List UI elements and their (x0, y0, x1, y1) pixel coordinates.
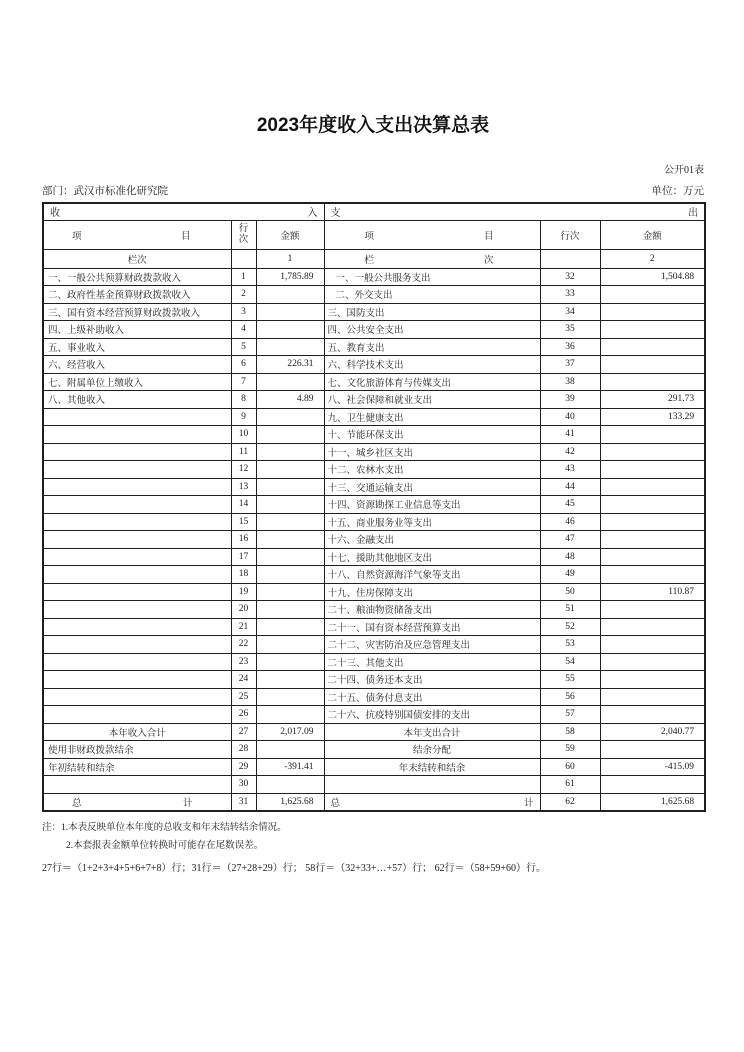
expense-summary-label-cell (324, 776, 540, 794)
expense-line-no-cell: 38 (540, 373, 600, 391)
table-row (43, 408, 705, 426)
expense-item-cell: 十二、农林水支出 (324, 461, 540, 479)
expense-item-cell: 十五、商业服务业等支出 (324, 513, 540, 531)
table-row (43, 356, 705, 374)
table-row (43, 268, 705, 286)
income-line-no-cell: 4 (231, 321, 256, 339)
page-title: 2023年度收入支出决算总表 (256, 115, 490, 136)
income-amount-cell (256, 321, 324, 339)
income-amount-cell (256, 286, 324, 304)
expense-amount-cell (600, 303, 705, 321)
income-summary-label-cell: 使用非财政拨款结余 (43, 741, 231, 759)
table-row (43, 321, 705, 339)
summary-row (43, 758, 705, 776)
income-amount-cell (256, 338, 324, 356)
income-amount-cell (256, 461, 324, 479)
income-line-no-cell: 19 (231, 583, 256, 601)
expense-amount-cell: 1,504.88 (600, 268, 705, 286)
income-item-cell (43, 671, 231, 689)
expense-line-no-cell: 35 (540, 321, 600, 339)
expense-column-index-blank (540, 249, 600, 268)
expense-amount-cell: 2,040.77 (600, 723, 705, 741)
income-item-cell: 四、上级补助收入 (43, 321, 231, 339)
income-line-no-column-header: 行次 (231, 220, 256, 249)
income-item-cell (43, 478, 231, 496)
expense-item-cell: 六、科学技术支出 (324, 356, 540, 374)
income-amount-cell (256, 671, 324, 689)
expense-line-no-cell: 60 (540, 758, 600, 776)
column-index-row (43, 249, 705, 268)
income-amount-cell (256, 303, 324, 321)
expense-column-index: 2 (600, 249, 705, 268)
income-line-no-cell: 8 (231, 391, 256, 409)
expense-item-cell: 三、国防支出 (324, 303, 540, 321)
table-row (43, 566, 705, 584)
expense-item-cell: 二十二、灾害防治及应急管理支出 (324, 636, 540, 654)
income-line-no-cell: 7 (231, 373, 256, 391)
expense-item-column-header: 项 目 (324, 220, 540, 249)
income-column-index: 1 (256, 249, 324, 268)
table-row (43, 426, 705, 444)
table-row (43, 373, 705, 391)
income-column-index-blank (231, 249, 256, 268)
income-amount-cell (256, 653, 324, 671)
income-item-cell (43, 496, 231, 514)
income-summary-label-cell (43, 776, 231, 794)
income-line-no-cell: 28 (231, 741, 256, 759)
section-header-row (43, 203, 705, 220)
expense-item-cell: 十八、自然资源海洋气象等支出 (324, 566, 540, 584)
expense-item-cell: 二十一、国有资本经营预算支出 (324, 618, 540, 636)
expense-line-no-cell: 62 (540, 793, 600, 811)
expense-item-cell: 十六、金融支出 (324, 531, 540, 549)
income-amount-cell (256, 583, 324, 601)
income-amount-cell (256, 478, 324, 496)
expense-item-cell: 八、社会保障和就业支出 (324, 391, 540, 409)
expense-line-no-cell: 36 (540, 338, 600, 356)
expense-amount-cell: 291.73 (600, 391, 705, 409)
notes-section (42, 819, 704, 879)
expense-line-no-cell: 43 (540, 461, 600, 479)
income-item-cell: 六、经营收入 (43, 356, 231, 374)
table-row (43, 303, 705, 321)
table-row (43, 531, 705, 549)
income-line-no-cell: 11 (231, 443, 256, 461)
expense-item-cell: 二十三、其他支出 (324, 653, 540, 671)
income-item-cell (43, 566, 231, 584)
income-line-no-cell: 30 (231, 776, 256, 794)
expense-amount-cell (600, 618, 705, 636)
income-item-cell (43, 408, 231, 426)
income-amount-cell (256, 443, 324, 461)
expense-line-no-cell: 54 (540, 653, 600, 671)
income-item-cell (43, 618, 231, 636)
expense-item-cell: 十四、资源勘探工业信息等支出 (324, 496, 540, 514)
expense-line-no-cell: 51 (540, 601, 600, 619)
expense-summary-label-cell: 结余分配 (324, 741, 540, 759)
expense-amount-cell (600, 601, 705, 619)
table-row (43, 338, 705, 356)
summary-row (43, 776, 705, 794)
income-line-no-cell: 22 (231, 636, 256, 654)
table-row (43, 443, 705, 461)
expense-line-no-cell: 44 (540, 478, 600, 496)
income-summary-label-cell: 本年收入合计 (43, 723, 231, 741)
expense-line-no-cell: 39 (540, 391, 600, 409)
income-amount-cell (256, 373, 324, 391)
income-line-no-cell: 12 (231, 461, 256, 479)
income-amount-cell (256, 426, 324, 444)
expense-summary-label-cell: 总 计 (324, 793, 540, 811)
expense-amount-cell (600, 706, 705, 724)
expense-column-index-label: 栏 次 (324, 249, 540, 268)
income-item-cell (43, 513, 231, 531)
table-row (43, 391, 705, 409)
expense-section-header: 支 出 (324, 203, 705, 220)
income-item-column-header: 项 目 (43, 220, 231, 249)
income-amount-cell (256, 618, 324, 636)
income-item-cell (43, 653, 231, 671)
table-row (43, 671, 705, 689)
income-amount-cell (256, 776, 324, 794)
expense-amount-cell (600, 688, 705, 706)
expense-line-no-cell: 61 (540, 776, 600, 794)
income-line-no-cell: 9 (231, 408, 256, 426)
expense-amount-cell (600, 671, 705, 689)
expense-summary-label-cell: 年末结转和结余 (324, 758, 540, 776)
income-summary-label-cell: 总 计 (43, 793, 231, 811)
income-amount-cell: 1,785.89 (256, 268, 324, 286)
summary-row (43, 723, 705, 741)
unit-label: 单位：万元 (651, 186, 704, 197)
expense-amount-cell (600, 776, 705, 794)
column-header-row (43, 220, 705, 249)
income-line-no-cell: 23 (231, 653, 256, 671)
expense-line-no-cell: 32 (540, 268, 600, 286)
table-row (43, 601, 705, 619)
meta-line (42, 183, 704, 198)
expense-amount-cell (600, 461, 705, 479)
expense-item-cell: 一、一般公共服务支出 (324, 268, 540, 286)
expense-item-cell: 二十四、债务还本支出 (324, 671, 540, 689)
income-item-cell: 七、附属单位上缴收入 (43, 373, 231, 391)
income-amount-cell (256, 408, 324, 426)
income-amount-cell (256, 566, 324, 584)
income-amount-cell: -391.41 (256, 758, 324, 776)
income-amount-column-header: 金额 (256, 220, 324, 249)
table-row (43, 706, 705, 724)
income-item-cell: 三、国有资本经营预算财政拨款收入 (43, 303, 231, 321)
income-amount-cell (256, 688, 324, 706)
expense-amount-column-header: 金额 (600, 220, 705, 249)
income-item-cell (43, 548, 231, 566)
income-amount-cell (256, 636, 324, 654)
table-row (43, 548, 705, 566)
expense-amount-cell (600, 373, 705, 391)
income-amount-cell: 4.89 (256, 391, 324, 409)
income-amount-cell (256, 548, 324, 566)
expense-line-no-cell: 46 (540, 513, 600, 531)
table-row (43, 583, 705, 601)
expense-amount-cell (600, 338, 705, 356)
income-line-no-cell: 14 (231, 496, 256, 514)
department-label: 部门：武汉市标准化研究院 (42, 186, 168, 197)
income-line-no-cell: 17 (231, 548, 256, 566)
table-row (43, 636, 705, 654)
expense-line-no-cell: 33 (540, 286, 600, 304)
expense-amount-cell (600, 443, 705, 461)
expense-line-no-cell: 48 (540, 548, 600, 566)
expense-item-cell: 七、文化旅游体育与传媒支出 (324, 373, 540, 391)
expense-amount-cell (600, 566, 705, 584)
expense-item-cell: 十三、交通运输支出 (324, 478, 540, 496)
expense-amount-cell: 133.29 (600, 408, 705, 426)
income-line-no-cell: 15 (231, 513, 256, 531)
income-item-cell (43, 688, 231, 706)
expense-summary-label-cell: 本年支出合计 (324, 723, 540, 741)
expense-item-cell: 四、公共安全支出 (324, 321, 540, 339)
income-line-no-cell: 16 (231, 531, 256, 549)
expense-line-no-cell: 49 (540, 566, 600, 584)
income-item-cell: 八、其他收入 (43, 391, 231, 409)
income-amount-cell: 2,017.09 (256, 723, 324, 741)
income-line-no-cell: 2 (231, 286, 256, 304)
income-line-no-cell: 3 (231, 303, 256, 321)
expense-item-cell: 十九、住房保障支出 (324, 583, 540, 601)
expense-line-no-cell: 40 (540, 408, 600, 426)
expense-amount-cell (600, 513, 705, 531)
income-summary-label-cell: 年初结转和结余 (43, 758, 231, 776)
note-line-1: 注：1.本表反映单位本年度的总收支和年末结转结余情况。 (42, 822, 287, 833)
income-line-no-cell: 21 (231, 618, 256, 636)
note-formula-line: 27行＝（1+2+3+4+5+6+7+8）行；31行＝（27+28+29）行； 58行＝（32+33+…+57）行； 62行＝（58+59+60）行。 (42, 862, 546, 874)
income-amount-cell (256, 706, 324, 724)
table-row (43, 286, 705, 304)
table-row (43, 653, 705, 671)
table-row (43, 461, 705, 479)
expense-line-no-cell: 55 (540, 671, 600, 689)
expense-line-no-cell: 37 (540, 356, 600, 374)
expense-amount-cell (600, 548, 705, 566)
expense-item-cell: 二十六、抗疫特别国债安排的支出 (324, 706, 540, 724)
expense-line-no-cell: 56 (540, 688, 600, 706)
expense-line-no-cell: 59 (540, 741, 600, 759)
income-item-cell: 二、政府性基金预算财政拨款收入 (43, 286, 231, 304)
expense-amount-cell (600, 636, 705, 654)
expense-item-cell: 五、教育支出 (324, 338, 540, 356)
income-line-no-cell: 27 (231, 723, 256, 741)
income-amount-cell: 226.31 (256, 356, 324, 374)
table-row (43, 496, 705, 514)
income-amount-cell (256, 741, 324, 759)
income-item-cell (43, 636, 231, 654)
final-accounts-table (42, 202, 706, 812)
expense-amount-cell: 110.87 (600, 583, 705, 601)
expense-line-no-cell: 47 (540, 531, 600, 549)
income-amount-cell (256, 531, 324, 549)
form-code-label: 公开01表 (664, 165, 704, 176)
expense-line-no-column-header: 行次 (540, 220, 600, 249)
expense-item-cell: 十一、城乡社区支出 (324, 443, 540, 461)
summary-row (43, 793, 705, 811)
income-amount-cell (256, 601, 324, 619)
expense-line-no-cell: 42 (540, 443, 600, 461)
income-line-no-cell: 18 (231, 566, 256, 584)
income-line-no-cell: 29 (231, 758, 256, 776)
expense-item-cell: 二、外交支出 (324, 286, 540, 304)
note-line-2: 2.本套报表金额单位转换时可能存在尾数误差。 (66, 841, 264, 852)
table-row (43, 513, 705, 531)
income-line-no-cell: 5 (231, 338, 256, 356)
income-item-cell: 一、一般公共预算财政拨款收入 (43, 268, 231, 286)
table-row (43, 688, 705, 706)
expense-item-cell: 十、节能环保支出 (324, 426, 540, 444)
income-item-cell (43, 461, 231, 479)
income-item-cell (43, 531, 231, 549)
table-row (43, 618, 705, 636)
expense-amount-cell (600, 531, 705, 549)
expense-amount-cell (600, 496, 705, 514)
expense-item-cell: 十七、援助其他地区支出 (324, 548, 540, 566)
expense-amount-cell (600, 741, 705, 759)
expense-line-no-cell: 58 (540, 723, 600, 741)
income-line-no-cell: 26 (231, 706, 256, 724)
expense-amount-cell: -415.09 (600, 758, 705, 776)
expense-line-no-cell: 53 (540, 636, 600, 654)
expense-item-cell: 二十五、债务付息支出 (324, 688, 540, 706)
income-line-no-cell: 6 (231, 356, 256, 374)
expense-line-no-cell: 50 (540, 583, 600, 601)
income-item-cell (43, 706, 231, 724)
income-item-cell (43, 426, 231, 444)
income-line-no-cell: 24 (231, 671, 256, 689)
expense-amount-cell (600, 426, 705, 444)
income-line-no-cell: 20 (231, 601, 256, 619)
income-section-header: 收 入 (43, 203, 324, 220)
income-amount-cell (256, 513, 324, 531)
expense-amount-cell (600, 356, 705, 374)
income-line-no-cell: 1 (231, 268, 256, 286)
income-line-no-cell: 10 (231, 426, 256, 444)
expense-amount-cell (600, 478, 705, 496)
expense-line-no-cell: 41 (540, 426, 600, 444)
expense-line-no-cell: 34 (540, 303, 600, 321)
expense-amount-cell (600, 286, 705, 304)
income-line-no-cell: 13 (231, 478, 256, 496)
income-item-cell (43, 583, 231, 601)
expense-amount-cell (600, 653, 705, 671)
expense-line-no-cell: 45 (540, 496, 600, 514)
expense-amount-cell (600, 321, 705, 339)
expense-item-cell: 九、卫生健康支出 (324, 408, 540, 426)
expense-item-cell: 二十、粮油物资储备支出 (324, 601, 540, 619)
income-item-cell (43, 443, 231, 461)
income-item-cell: 五、事业收入 (43, 338, 231, 356)
income-column-index-label: 栏次 (43, 249, 231, 268)
income-line-no-cell: 25 (231, 688, 256, 706)
income-line-no-cell: 31 (231, 793, 256, 811)
expense-line-no-cell: 52 (540, 618, 600, 636)
income-amount-cell (256, 496, 324, 514)
table-row (43, 478, 705, 496)
income-amount-cell: 1,625.68 (256, 793, 324, 811)
expense-amount-cell: 1,625.68 (600, 793, 705, 811)
income-item-cell (43, 601, 231, 619)
summary-row (43, 741, 705, 759)
expense-line-no-cell: 57 (540, 706, 600, 724)
